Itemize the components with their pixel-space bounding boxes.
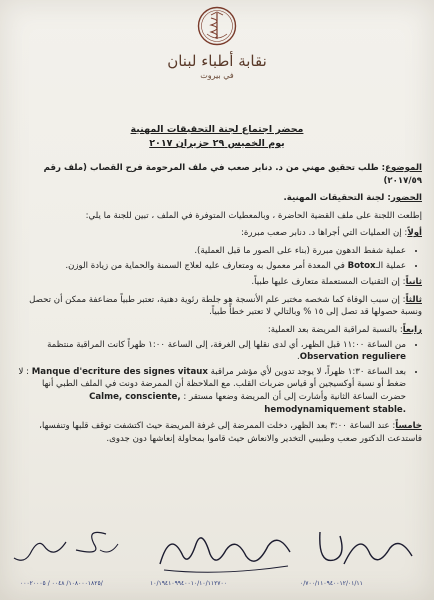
org-city: في بيروت bbox=[200, 71, 234, 80]
section-1-heading bbox=[14, 227, 422, 240]
attendance-paragraph bbox=[14, 192, 422, 205]
signature-1 bbox=[6, 520, 126, 580]
section-4-bullet-1-text: من الساعة ١١:٠٠ قبل الظهر، أي لدى نقلها إلى الغرفة، إلى الساعة ١:٠٠ ظهراً كانت المراقبة منتظمة bbox=[47, 339, 406, 350]
section-4-heading bbox=[14, 324, 422, 337]
subject-text: : طلب تحقيق مهني من د. دنابر صعب في ملف المرحومة فرح القصاب (ملف رقم ٢٠١٧/٥٩) bbox=[43, 163, 422, 186]
section-5-text: : عند الساعة ٣:٠٠ بعد الظهر، دخلت الممرضة إلى غرفة المريضة حيث اكتشفت توقف قلبها وتنفسها، فاستدعت الدكتور صعب وطبيبي التخدير والانعاش حيث قاموا بمحاولة إنعاشها دون جدوى. bbox=[39, 421, 422, 444]
section-4-list bbox=[14, 339, 422, 417]
section-1-text: : إن العمليات التي أجراها د. دنابر صعب مبررة: bbox=[240, 228, 408, 239]
section-1-label: أولاً bbox=[407, 228, 422, 239]
intro-paragraph: إطلعت اللجنة على ملف القضية الحاضرة ، وبالمعطيات المتوفرة في الملف ، تبين للجنة ما يلي: bbox=[85, 210, 422, 221]
section-3-paragraph bbox=[14, 294, 422, 319]
subject-paragraph bbox=[14, 162, 422, 187]
section-5-paragraph bbox=[14, 420, 422, 445]
list-item bbox=[14, 245, 406, 258]
botox-term: Botox bbox=[347, 260, 376, 271]
signature-3-number: ٠/٧٠٠/١١٠٩٤٠٠١٢/٠١/١١ bbox=[300, 580, 363, 587]
section-3-text: : إن سبب الوفاة كما شخصه مختبر علم الأنسجة هو جلطة رئوية دهنية، تعتبر طبياً مضاعفة ممكن أن تحصل ونسبة حصولها قد تصل إلى ١٥ % وبالتالي لا تعتبر خطأً طبياً. bbox=[29, 294, 422, 318]
section-4-text: : بالنسبة لمراقبة المريضة بعد العملية: bbox=[267, 324, 403, 335]
observation-term: Observation reguliere bbox=[299, 352, 406, 363]
list-item: • من الساعة ١١:٠٠ قبل الظهر، أي لدى نقلها إلى الغرفة، إلى الساعة ١:٠٠ ظهراً كانت المراقبة منتظمة Observation reguliere. bbox=[14, 339, 406, 364]
letterhead bbox=[0, 6, 434, 80]
list-item bbox=[14, 260, 406, 273]
attendance-label: الحضور bbox=[390, 193, 422, 204]
section-2-paragraph bbox=[14, 276, 422, 289]
org-name: نقابة أطباء لبنان bbox=[167, 52, 267, 70]
vital-signs-term: Manque d'ecriture des signes vitaux bbox=[31, 366, 208, 377]
attendance-text: : لجنة التحقيقات المهنية. bbox=[283, 193, 391, 204]
section-3-label: ثالثاً bbox=[405, 294, 422, 305]
list-item bbox=[14, 366, 406, 416]
signature-2-number: ١٠/١٩٤١٠٩٩٤٠٠١٠/١٠/١١٢٧٠٠ bbox=[150, 580, 227, 587]
signature-2 bbox=[150, 524, 300, 580]
signature-1-number: ١٠٨٠٠٠١٨٢٥/ ٠٠٤٨ / ٠٠٠٢٠٠٠٥/ bbox=[20, 580, 103, 587]
section-1-bullet-1: عملية شفط الدهون مبررة (بناء على الصور ما قبل العملية). bbox=[194, 245, 406, 256]
order-seal-logo bbox=[197, 6, 237, 46]
document-title bbox=[40, 124, 394, 149]
stable-status-term: Calme, consciente, hemodynamiquement stable. bbox=[89, 391, 406, 415]
section-1-list bbox=[14, 245, 422, 272]
title-line-2: يوم الخميس ٢٩ حزيران ٢٠١٧ bbox=[149, 138, 285, 149]
section-5-label: خامساً bbox=[395, 421, 422, 432]
signature-area bbox=[0, 520, 434, 600]
subject-label: الموضوع bbox=[385, 163, 422, 173]
section-2-text: : إن التقنيات المستعملة متعارف عليها طبياً. bbox=[251, 277, 406, 288]
section-4-bullet-2-text-b: : لا ضغط أو نسبة أوكسيجين أو قياس ضربات القلب. مع الملاحظة أن الممرضة دونت في الملف الطبي أنها حضرت الساعة الثانية وأشارت إلى أن المريضة وضعها مستقر : bbox=[18, 366, 406, 402]
section-1-bullet-2-after: في المعدة أمر معمول به ومتعارف عليه لعلاج السمنة والحماية من زيادة الوزن. bbox=[65, 260, 348, 271]
document-body bbox=[14, 162, 422, 450]
section-2-label: ثانياً bbox=[405, 277, 422, 288]
section-4-bullet-2-text-a: بعد الساعة ١:٣٠ ظهراً، لا يوجد تدوين لأي مؤشر مراقبة bbox=[210, 366, 406, 377]
section-4-label: رابعاً bbox=[402, 324, 422, 335]
title-line-1: محضر اجتماع لجنة التحقيقات المهنية bbox=[130, 124, 304, 135]
signature-3 bbox=[300, 520, 430, 580]
section-1-bullet-2-before: عملية الـ bbox=[375, 260, 406, 271]
